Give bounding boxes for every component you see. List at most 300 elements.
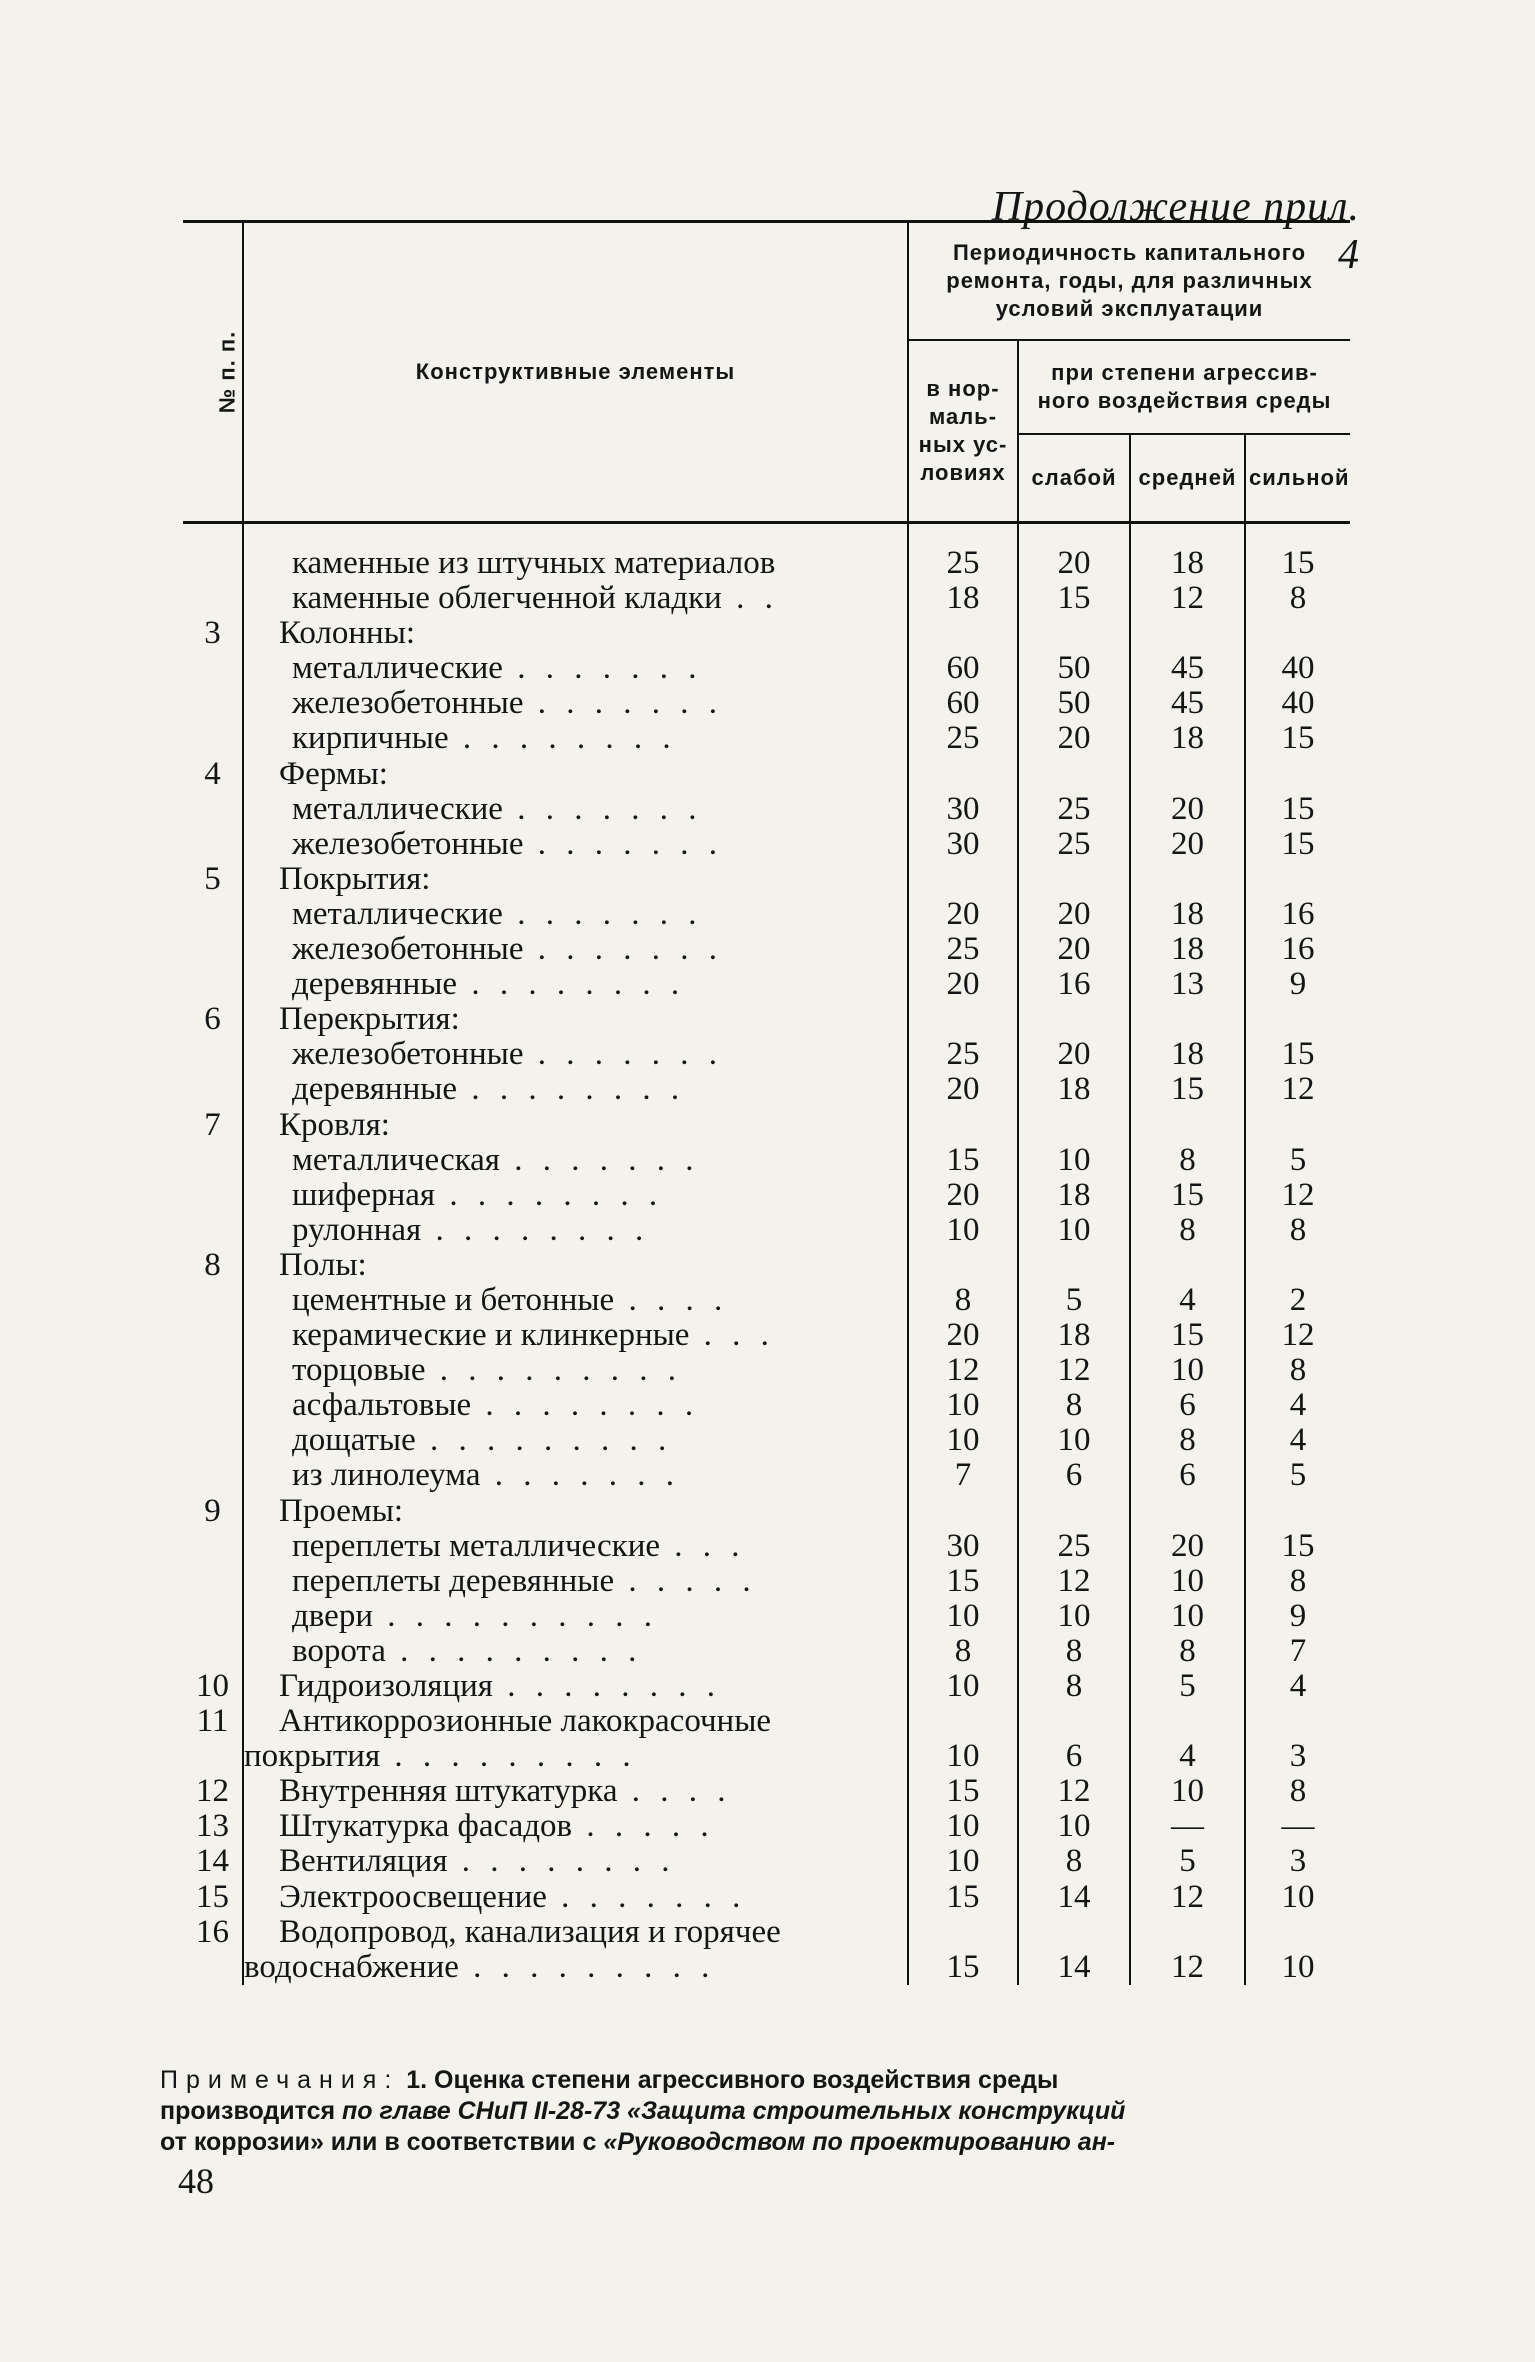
leader-dots: . . . . . . . xyxy=(502,791,703,827)
row-number: 8 xyxy=(204,1247,221,1283)
row-value xyxy=(1246,1002,1350,1037)
row-element xyxy=(244,1774,907,1809)
row-value: 10 xyxy=(1057,1212,1091,1248)
leader-dots: . . . . . . . . xyxy=(471,1388,700,1424)
row-element xyxy=(244,1283,907,1318)
row-value: 18 xyxy=(946,581,980,617)
element-text: каменные из штучных материалов xyxy=(292,546,776,581)
row-number: 7 xyxy=(204,1107,221,1143)
row-element xyxy=(244,1002,907,1037)
row-element xyxy=(244,1423,907,1458)
row-value: 18 xyxy=(1057,1318,1091,1354)
row-value: 50 xyxy=(1057,651,1091,687)
row-element xyxy=(244,721,907,756)
row-value xyxy=(1019,1002,1129,1037)
row-value: 20 xyxy=(1057,1037,1091,1073)
row-value: 10 xyxy=(946,1212,980,1248)
row-number xyxy=(183,1143,242,1178)
element-text: покрытия xyxy=(244,1739,381,1775)
row-element xyxy=(244,1494,907,1529)
row-number: 3 xyxy=(204,616,221,652)
leader-dots: . . . . . . . . xyxy=(457,1072,686,1108)
row-value: 15 xyxy=(946,1142,980,1178)
row-number xyxy=(183,1318,242,1353)
row-value: 50 xyxy=(1057,686,1091,722)
row-value: 8 xyxy=(954,1633,972,1669)
row-element xyxy=(244,1353,907,1388)
row-element xyxy=(244,651,907,686)
header-element: Конструктивные элементы xyxy=(243,222,908,523)
row-value: 15 xyxy=(1281,791,1315,827)
header-strong: сильной xyxy=(1245,434,1350,523)
row-value: 10 xyxy=(946,1388,980,1424)
row-value xyxy=(1019,1704,1129,1739)
row-value: 12 xyxy=(1281,1177,1315,1213)
row-value: 20 xyxy=(946,896,980,932)
notes-label: Примечания: xyxy=(160,2066,400,2094)
row-value xyxy=(1131,616,1244,651)
leader-dots: . . . . . . . xyxy=(502,896,703,932)
strong-values-column xyxy=(1245,546,1350,1985)
leader-dots: . . . . . xyxy=(614,1563,757,1599)
row-value: 30 xyxy=(946,1528,980,1564)
row-value: 15 xyxy=(1281,546,1315,581)
row-element xyxy=(244,1704,907,1739)
row-value xyxy=(1131,862,1244,897)
element-text: шиферная xyxy=(292,1177,436,1213)
row-value: 13 xyxy=(1171,967,1204,1003)
row-element xyxy=(244,932,907,967)
row-value: 10 xyxy=(1057,1142,1091,1178)
row-value: 10 xyxy=(946,1598,980,1634)
row-element xyxy=(244,1529,907,1564)
row-number: 10 xyxy=(196,1669,229,1704)
element-text: деревянные xyxy=(292,1072,458,1108)
leader-dots: . . . . . . . xyxy=(523,686,723,722)
row-value: 12 xyxy=(1281,1318,1315,1354)
row-number xyxy=(183,967,242,1002)
element-text: из линолеума xyxy=(292,1458,481,1494)
leader-dots: . . . . xyxy=(617,1774,732,1810)
element-text: металлические xyxy=(292,651,503,687)
row-value: 20 xyxy=(1171,791,1204,827)
row-value: 8 xyxy=(954,1282,972,1318)
row-number xyxy=(183,827,242,862)
element-text: железобетонные xyxy=(292,932,524,968)
row-value: 6 xyxy=(1065,1739,1083,1775)
row-value: 5 xyxy=(1065,1282,1083,1318)
row-value: 60 xyxy=(946,651,980,687)
row-value: 30 xyxy=(946,826,980,862)
row-value: 15 xyxy=(946,1774,980,1810)
row-element xyxy=(244,581,907,616)
row-value: 12 xyxy=(1171,1949,1204,1985)
element-text: Фермы: xyxy=(279,756,388,792)
row-element xyxy=(244,897,907,932)
row-value: 8 xyxy=(1065,1669,1083,1704)
row-value: 3 xyxy=(1289,1844,1307,1880)
row-number xyxy=(183,1739,242,1774)
row-value: 15 xyxy=(1281,826,1315,862)
row-value: 40 xyxy=(1281,686,1315,722)
row-value: 15 xyxy=(1281,1528,1315,1564)
row-value: 8 xyxy=(1289,581,1307,617)
element-text: Вентиляция xyxy=(279,1844,448,1880)
row-value: 18 xyxy=(1171,932,1204,968)
medium-values-column xyxy=(1130,546,1245,1985)
row-value: 10 xyxy=(1057,1598,1091,1634)
row-value: 16 xyxy=(1281,932,1315,968)
row-value: 60 xyxy=(946,686,980,722)
element-text: Внутренняя штукатурка xyxy=(279,1774,618,1810)
row-value: — xyxy=(1171,1809,1204,1845)
row-number xyxy=(183,1634,242,1669)
row-number: 14 xyxy=(196,1844,229,1880)
row-number xyxy=(183,1599,242,1634)
row-value: 12 xyxy=(1281,1072,1315,1108)
row-value: 25 xyxy=(946,1037,980,1073)
row-value: 7 xyxy=(1289,1633,1307,1669)
row-value: 9 xyxy=(1289,967,1307,1003)
row-value: 45 xyxy=(1171,651,1204,687)
row-number xyxy=(183,686,242,721)
element-text: торцовые xyxy=(292,1353,426,1389)
row-value: 10 xyxy=(1171,1563,1204,1599)
row-value xyxy=(909,616,1017,651)
row-value: 15 xyxy=(1171,1318,1204,1354)
row-number xyxy=(183,651,242,686)
row-value: 15 xyxy=(1171,1072,1204,1108)
row-value xyxy=(1246,1108,1350,1143)
normal-values-column xyxy=(908,546,1018,1985)
row-value: 8 xyxy=(1179,1212,1196,1248)
row-element xyxy=(244,1178,907,1213)
row-element xyxy=(244,757,907,792)
notes xyxy=(160,2065,1355,2158)
element-text: Полы: xyxy=(279,1247,367,1283)
row-element xyxy=(244,1880,907,1915)
element-text: Водопровод, канализация и горячее xyxy=(279,1914,781,1950)
row-value: 10 xyxy=(1171,1598,1204,1634)
row-element xyxy=(244,1809,907,1844)
leader-dots: . . . . . . . xyxy=(523,826,723,862)
row-value xyxy=(1131,1704,1244,1739)
row-value: 16 xyxy=(1281,896,1315,932)
row-value: 20 xyxy=(1057,721,1091,757)
row-value: 10 xyxy=(1057,1423,1091,1459)
row-element xyxy=(244,1599,907,1634)
row-element xyxy=(244,1143,907,1178)
leader-dots: . . . . . . . xyxy=(523,932,723,968)
element-text: железобетонные xyxy=(292,826,524,862)
row-number xyxy=(183,792,242,827)
row-number: 16 xyxy=(196,1914,229,1950)
row-value: 5 xyxy=(1289,1458,1307,1494)
row-value: 15 xyxy=(1281,1037,1315,1073)
leader-dots: . . . . . . . xyxy=(502,651,703,687)
row-value: 4 xyxy=(1179,1282,1196,1318)
row-value: 10 xyxy=(946,1669,980,1704)
row-value: 4 xyxy=(1179,1739,1196,1775)
row-value: 8 xyxy=(1065,1844,1083,1880)
element-text: ворота xyxy=(292,1633,386,1669)
leader-dots: . . . . . . . . . xyxy=(458,1949,716,1985)
row-element xyxy=(244,1915,907,1950)
row-value: 8 xyxy=(1065,1388,1083,1424)
row-value: 20 xyxy=(1057,932,1091,968)
row-value: 12 xyxy=(1057,1563,1091,1599)
row-element xyxy=(244,1072,907,1107)
header-aggressive: при степени агрессив- ного воздействия среды xyxy=(1018,340,1350,434)
row-value: 25 xyxy=(1057,826,1091,862)
row-element xyxy=(244,792,907,827)
row-value: 5 xyxy=(1179,1844,1196,1880)
notes-line-1: 1. Оценка степени агрессивного воздействия среды xyxy=(406,2066,1059,2094)
continuation-caption: Продолжение прил. 4 xyxy=(991,184,1360,278)
row-value xyxy=(1019,1494,1129,1529)
row-value: 8 xyxy=(1289,1563,1307,1599)
row-number: 6 xyxy=(204,1002,221,1038)
header-normal: в нор- маль- ных ус- ловиях xyxy=(908,340,1018,523)
leader-dots: . . . . . . . . xyxy=(457,967,686,1003)
leader-dots: . . . . . . . xyxy=(546,1879,747,1915)
element-text: асфальтовые xyxy=(292,1388,472,1424)
row-value: 8 xyxy=(1179,1423,1196,1459)
row-number xyxy=(183,721,242,756)
row-element xyxy=(244,827,907,862)
row-value: 2 xyxy=(1289,1282,1307,1318)
row-number: 4 xyxy=(204,756,221,792)
row-value xyxy=(1246,616,1350,651)
row-value: 45 xyxy=(1171,686,1204,722)
element-text: Покрытия: xyxy=(279,861,431,897)
row-value xyxy=(1246,757,1350,792)
leader-dots: . . . . . . . . xyxy=(448,721,677,757)
element-text: керамические и клинкерные xyxy=(292,1318,690,1354)
row-value: 8 xyxy=(1065,1633,1083,1669)
row-value: 8 xyxy=(1179,1142,1196,1178)
element-text: Проемы: xyxy=(279,1493,404,1529)
row-number xyxy=(183,1529,242,1564)
element-text: Антикоррозионные лакокрасочные xyxy=(279,1704,772,1740)
row-value xyxy=(1019,862,1129,897)
row-value: 15 xyxy=(1281,721,1315,757)
row-value: 3 xyxy=(1289,1739,1307,1775)
leader-dots: . . . xyxy=(660,1528,746,1564)
row-number: 15 xyxy=(196,1879,229,1915)
row-value: 9 xyxy=(1289,1598,1307,1634)
row-element xyxy=(244,1739,907,1774)
row-value xyxy=(1246,1915,1350,1950)
leader-dots: . . . . . . . . . xyxy=(380,1739,637,1775)
leader-dots: . . . . . . . . xyxy=(447,1844,676,1880)
row-value xyxy=(909,757,1017,792)
leader-dots: . . . . . . . . xyxy=(435,1177,664,1213)
row-number xyxy=(183,1950,242,1985)
row-value xyxy=(1019,1915,1129,1950)
row-value xyxy=(909,1108,1017,1143)
page-number: 48 xyxy=(178,2161,214,2201)
header-weak: слабой xyxy=(1018,434,1130,523)
row-number xyxy=(183,932,242,967)
row-value xyxy=(909,1248,1017,1283)
row-element xyxy=(244,1634,907,1669)
row-value: 7 xyxy=(954,1458,972,1494)
element-text: Гидроизоляция xyxy=(279,1669,493,1704)
row-value: 10 xyxy=(1057,1809,1091,1845)
leader-dots: . . xyxy=(721,581,779,617)
row-value: 15 xyxy=(946,1879,980,1915)
row-number xyxy=(183,546,242,581)
number-column xyxy=(183,546,243,1985)
leader-dots: . . . . . . . . . xyxy=(415,1423,673,1459)
notes-line-3a: от коррозии» xyxy=(160,2128,324,2156)
row-element xyxy=(244,1844,907,1879)
row-value xyxy=(909,862,1017,897)
element-text: дощатые xyxy=(292,1423,416,1459)
row-value xyxy=(1019,1108,1129,1143)
element-text: железобетонные xyxy=(292,1037,524,1073)
row-value: 40 xyxy=(1281,651,1315,687)
row-number xyxy=(183,1283,242,1318)
notes-line-2b: по главе СНиП II-28-73 «Защита строительных конструкций xyxy=(342,2097,1126,2125)
row-value xyxy=(1131,1915,1244,1950)
row-value: 6 xyxy=(1179,1388,1196,1424)
row-value: 12 xyxy=(1171,581,1204,617)
header-number: № п. п. xyxy=(183,222,243,523)
row-value: 16 xyxy=(1057,967,1091,1003)
row-value xyxy=(1019,1248,1129,1283)
element-text: Электроосвещение xyxy=(279,1879,547,1915)
row-value xyxy=(1131,1494,1244,1529)
row-value xyxy=(1131,1002,1244,1037)
row-element xyxy=(244,616,907,651)
row-value: 5 xyxy=(1289,1142,1307,1178)
row-value: 20 xyxy=(946,967,980,1003)
row-value: 20 xyxy=(946,1177,980,1213)
row-value: 15 xyxy=(1057,581,1091,617)
row-value: 6 xyxy=(1065,1458,1083,1494)
row-value: 10 xyxy=(946,1739,980,1775)
row-value: 5 xyxy=(1179,1669,1196,1704)
element-text: водоснабжение xyxy=(244,1949,459,1985)
element-text: Перекрытия: xyxy=(279,1002,460,1038)
row-number xyxy=(183,897,242,932)
row-value: 10 xyxy=(1281,1879,1315,1915)
element-text: деревянные xyxy=(292,967,458,1003)
row-value xyxy=(1131,1248,1244,1283)
row-value: 10 xyxy=(946,1423,980,1459)
notes-line-3b: или в соответствии с xyxy=(330,2128,597,2156)
row-value: 10 xyxy=(1171,1774,1204,1810)
element-text: переплеты металлические xyxy=(292,1528,661,1564)
row-value: 8 xyxy=(1289,1774,1307,1810)
row-number xyxy=(183,1072,242,1107)
row-value xyxy=(909,1704,1017,1739)
leader-dots: . . . . . . . xyxy=(480,1458,680,1494)
element-text: Колонны: xyxy=(279,616,416,652)
row-element xyxy=(244,546,907,581)
row-number xyxy=(183,1458,242,1493)
row-element xyxy=(244,1248,907,1283)
leader-dots: . . . . . . . . . . xyxy=(373,1598,658,1634)
element-text: двери xyxy=(292,1598,373,1634)
leader-dots: . . . . xyxy=(614,1282,729,1318)
leader-dots: . . . . . . . . xyxy=(492,1669,721,1704)
row-value: 10 xyxy=(946,1809,980,1845)
row-number xyxy=(183,1564,242,1599)
row-value: 25 xyxy=(946,932,980,968)
row-value xyxy=(1246,862,1350,897)
row-value: 30 xyxy=(946,791,980,827)
row-element xyxy=(244,1669,907,1704)
element-text: металлические xyxy=(292,791,503,827)
row-value: 18 xyxy=(1057,1072,1091,1108)
row-element xyxy=(244,686,907,721)
row-element xyxy=(244,862,907,897)
row-value: 14 xyxy=(1057,1949,1091,1985)
element-text: Кровля: xyxy=(279,1107,390,1143)
row-value xyxy=(909,1494,1017,1529)
row-value: 4 xyxy=(1289,1423,1307,1459)
row-value: 18 xyxy=(1171,721,1204,757)
row-element xyxy=(244,1564,907,1599)
row-value: 25 xyxy=(1057,791,1091,827)
element-text: переплеты деревянные xyxy=(292,1563,615,1599)
element-text: Штукатурка фасадов xyxy=(279,1809,573,1845)
row-value: 20 xyxy=(1057,546,1091,581)
row-number: 13 xyxy=(196,1809,229,1845)
row-value: 12 xyxy=(946,1353,980,1389)
row-element xyxy=(244,1388,907,1423)
repair-periodicity-table xyxy=(183,220,1350,1985)
row-value xyxy=(909,1915,1017,1950)
header-medium: средней xyxy=(1130,434,1245,523)
row-value: 18 xyxy=(1057,1177,1091,1213)
row-value: 25 xyxy=(1057,1528,1091,1564)
row-value: 20 xyxy=(1171,826,1204,862)
row-value: 20 xyxy=(946,1318,980,1354)
leader-dots: . . . . . . . . . xyxy=(385,1633,643,1669)
row-value: 12 xyxy=(1057,1774,1091,1810)
leader-dots: . . . . . . . . xyxy=(421,1212,650,1248)
row-element xyxy=(244,1458,907,1493)
row-value: 12 xyxy=(1171,1879,1204,1915)
row-value: 18 xyxy=(1171,1037,1204,1073)
weak-values-column xyxy=(1018,546,1130,1985)
row-element xyxy=(244,1318,907,1353)
row-value: 6 xyxy=(1179,1458,1196,1494)
row-element xyxy=(244,1037,907,1072)
row-value xyxy=(1019,757,1129,792)
row-value xyxy=(1246,1248,1350,1283)
row-value: 8 xyxy=(1289,1212,1307,1248)
element-text: каменные облегченной кладки xyxy=(292,581,722,617)
row-value: 14 xyxy=(1057,1879,1091,1915)
row-value xyxy=(1019,616,1129,651)
row-value: 4 xyxy=(1289,1669,1307,1704)
row-value: 20 xyxy=(1057,896,1091,932)
row-number xyxy=(183,581,242,616)
row-number: 9 xyxy=(204,1493,221,1529)
row-value: 10 xyxy=(946,1844,980,1880)
leader-dots: . . . . . . . xyxy=(523,1037,723,1073)
row-element xyxy=(244,1950,907,1985)
row-value xyxy=(1131,1108,1244,1143)
row-element xyxy=(244,1213,907,1248)
row-value: 18 xyxy=(1171,896,1204,932)
row-value: 20 xyxy=(1171,1528,1204,1564)
